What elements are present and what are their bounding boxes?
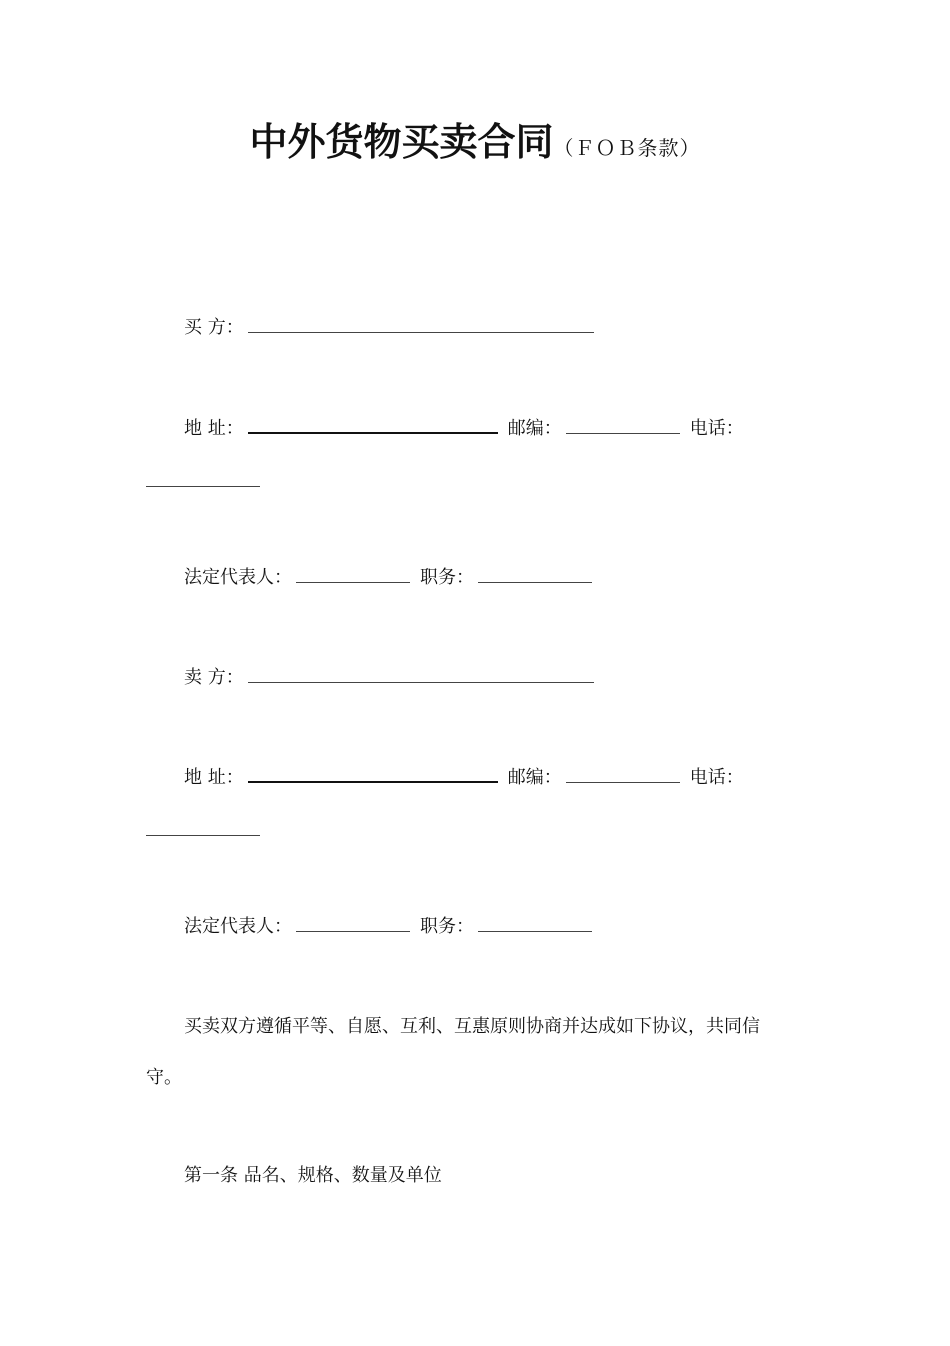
document-title	[0, 118, 950, 172]
title-main: 中外货物买卖合同	[249, 120, 554, 164]
buyer-rep-label: 法定代表人：	[184, 567, 292, 588]
seller-phone-blank[interactable]	[146, 835, 260, 836]
seller-phone-label: 电话：	[689, 767, 744, 788]
buyer-address-label: 地 址：	[184, 418, 244, 439]
buyer-position-label: 职务：	[420, 567, 474, 588]
preamble-line-2: 守。	[146, 1067, 182, 1088]
buyer-name-blank[interactable]	[248, 316, 594, 333]
seller-party-row	[184, 666, 604, 690]
seller-position-blank[interactable]	[478, 915, 592, 932]
buyer-party-row	[184, 316, 604, 340]
buyer-postcode-label: 邮编：	[507, 418, 562, 439]
article-1-heading: 第一条 品名、规格、数量及单位	[184, 1165, 442, 1186]
buyer-party-label: 买 方：	[184, 317, 244, 338]
seller-rep-label: 法定代表人：	[184, 916, 292, 937]
seller-rep-blank[interactable]	[296, 915, 410, 932]
buyer-position-blank[interactable]	[478, 566, 592, 583]
seller-position-label: 职务：	[420, 916, 474, 937]
seller-party-label: 卖 方：	[184, 667, 244, 688]
seller-address-label: 地 址：	[184, 767, 244, 788]
seller-name-blank[interactable]	[248, 666, 594, 683]
title-subtitle: （ＦＯＢ条款）	[553, 136, 701, 160]
buyer-address-row	[184, 416, 744, 441]
buyer-rep-blank[interactable]	[296, 566, 410, 583]
seller-address-blank[interactable]	[248, 765, 498, 783]
buyer-rep-row	[184, 566, 602, 590]
preamble-line-1: 买卖双方遵循平等、自愿、互利、互惠原则协商并达成如下协议，共同信	[184, 1016, 760, 1037]
seller-postcode-label: 邮编：	[507, 767, 562, 788]
seller-address-row	[184, 765, 744, 790]
buyer-postcode-blank[interactable]	[566, 417, 680, 434]
seller-postcode-blank[interactable]	[566, 766, 680, 783]
buyer-phone-label: 电话：	[689, 418, 744, 439]
buyer-phone-blank[interactable]	[146, 486, 260, 487]
buyer-address-blank[interactable]	[248, 416, 498, 434]
seller-rep-row	[184, 915, 602, 939]
